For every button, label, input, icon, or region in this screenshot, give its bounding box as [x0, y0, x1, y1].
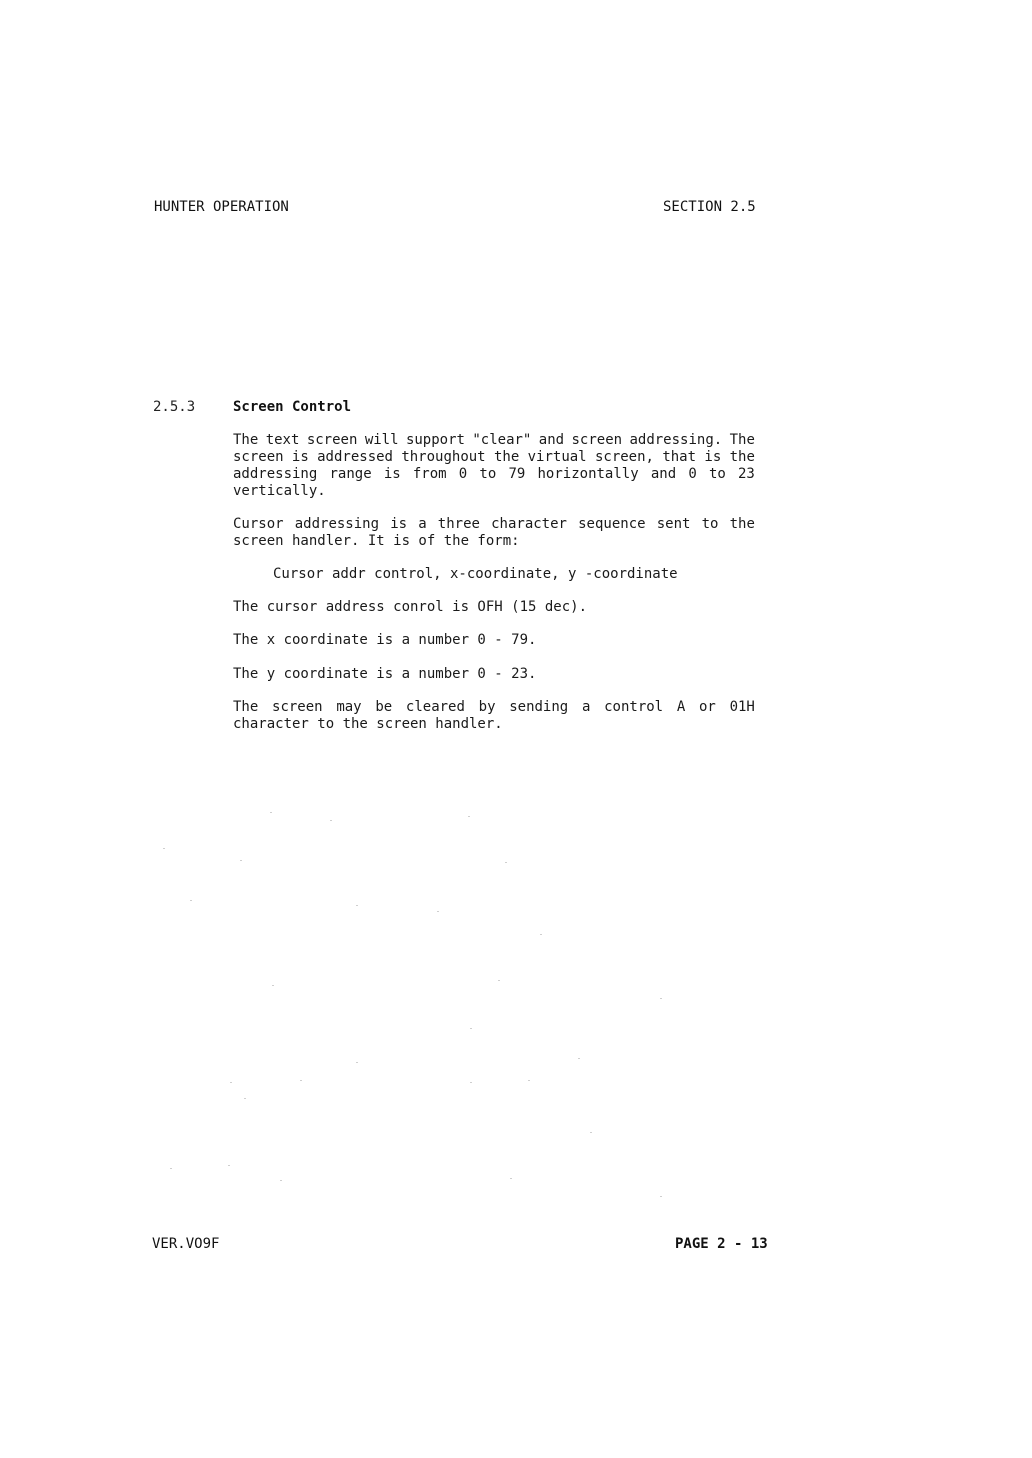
scan-speck — [240, 860, 242, 861]
paragraph-screen-support — [233, 432, 755, 500]
paragraph-line: screen handler. It is of the form: — [233, 533, 520, 549]
word: sequence — [578, 516, 646, 532]
paragraph-y-coordinate: The y coordinate is a number 0 - 23. — [233, 666, 537, 682]
word: 23 — [738, 466, 755, 482]
paragraph-cursor-control-code: The cursor address conrol is OFH (15 dec). — [233, 599, 588, 615]
word: 79 — [508, 466, 526, 482]
word: from — [412, 466, 447, 482]
scan-speck — [244, 1098, 246, 1099]
word: addressed — [317, 449, 393, 465]
paragraph-line: vertically. — [233, 483, 326, 499]
word: sending — [509, 699, 569, 715]
word: support — [405, 432, 465, 448]
word: by — [478, 699, 496, 715]
section-title: Screen Control — [233, 399, 352, 415]
running-header-left: HUNTER OPERATION — [154, 199, 289, 215]
word: addressing — [294, 516, 380, 532]
scan-speck — [270, 812, 272, 813]
word: addressing — [233, 466, 318, 482]
scan-speck — [498, 980, 500, 981]
scan-speck — [228, 1165, 230, 1166]
word: horizontally — [537, 466, 639, 482]
paragraph-line — [233, 516, 755, 533]
paragraph-line: character to the screen handler. — [233, 716, 503, 732]
paragraph-line — [233, 699, 755, 716]
scan-speck — [510, 1178, 512, 1179]
word: the — [493, 449, 520, 465]
scan-speck — [528, 1080, 530, 1081]
paragraph-line — [233, 432, 755, 449]
word: "clear" — [472, 432, 532, 448]
word: is — [704, 449, 722, 465]
paragraph-line — [233, 449, 755, 466]
scan-speck — [190, 900, 192, 901]
word: 0 — [688, 466, 697, 482]
word: addressing. — [629, 432, 723, 448]
word: a — [581, 699, 591, 715]
section-number: 2.5.3 — [153, 399, 196, 415]
word: be — [375, 699, 393, 715]
word: cleared — [405, 699, 465, 715]
word: screen — [571, 432, 623, 448]
scan-speck — [578, 1058, 580, 1059]
scan-speck — [470, 1082, 472, 1083]
scan-speck — [470, 1028, 472, 1029]
word: screen — [272, 699, 323, 715]
word: The — [729, 432, 755, 448]
word: screen, — [594, 449, 654, 465]
word: that — [662, 449, 697, 465]
scan-speck — [590, 1132, 592, 1133]
scan-speck — [540, 934, 542, 935]
word: may — [336, 699, 362, 715]
word: throughout — [401, 449, 486, 465]
word: to — [479, 466, 497, 482]
word: screen — [233, 449, 284, 465]
footer-version: VER.VO9F — [152, 1236, 220, 1252]
scan-speck — [356, 905, 358, 906]
word: is — [291, 449, 309, 465]
word: is — [390, 516, 408, 532]
word: The — [233, 699, 259, 715]
scan-speck — [660, 998, 662, 999]
word: sent — [656, 516, 691, 532]
word: 01H — [729, 699, 755, 715]
word: the — [729, 449, 755, 465]
word: text — [265, 432, 300, 448]
scan-speck — [437, 911, 439, 912]
word: and — [650, 466, 677, 482]
scan-speck — [230, 1082, 232, 1083]
word: a — [418, 516, 427, 532]
scan-speck — [356, 1062, 358, 1063]
word: or — [699, 699, 716, 715]
word: virtual — [527, 449, 587, 465]
scan-speck — [505, 862, 507, 863]
scan-speck — [280, 1180, 282, 1181]
word: Cursor — [233, 516, 284, 532]
paragraph-line — [233, 466, 755, 483]
scan-speck — [163, 848, 165, 849]
word: The — [233, 432, 259, 448]
paragraph-clear-screen — [233, 699, 755, 733]
word: to — [701, 516, 719, 532]
word: screen — [306, 432, 358, 448]
running-header-right: SECTION 2.5 — [663, 199, 756, 215]
word: control — [604, 699, 664, 715]
word: character — [491, 516, 567, 532]
scan-speck — [330, 820, 332, 821]
scan-speck — [468, 816, 470, 817]
scan-speck — [272, 985, 274, 986]
word: and — [538, 432, 565, 448]
scan-speck — [170, 1168, 172, 1169]
footer-page-number: PAGE 2 - 13 — [675, 1236, 768, 1252]
word: 0 — [458, 466, 468, 482]
scan-speck — [300, 1080, 302, 1081]
word: will — [364, 432, 399, 448]
word: three — [437, 516, 480, 532]
scan-speck — [660, 1196, 662, 1197]
paragraph-cursor-addressing — [233, 516, 755, 550]
word: A — [676, 699, 686, 715]
word: the — [729, 516, 755, 532]
word: is — [383, 466, 401, 482]
word: to — [708, 466, 726, 482]
cursor-sequence-form: Cursor addr control, x-coordinate, y -coordinate — [273, 566, 678, 582]
word: range — [329, 466, 372, 482]
paragraph-x-coordinate: The x coordinate is a number 0 - 79. — [233, 632, 537, 648]
